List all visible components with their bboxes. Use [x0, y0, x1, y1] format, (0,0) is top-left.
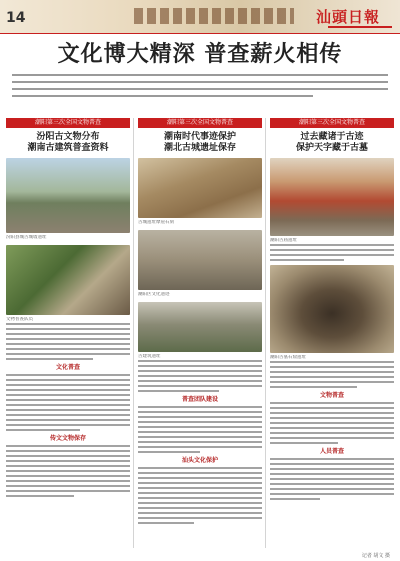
article-title: 文化博大精深 普查薪火相传: [57, 41, 343, 67]
photo-credit: 记者 胡文 摄: [361, 553, 390, 559]
section-bar: 潮阳第三次全国文物普查: [6, 118, 130, 128]
photo-caption: 潮阳区文化遗迹: [138, 292, 170, 297]
column-headline: 汾阳古文物分布 潮南古建筑普查资料: [27, 132, 109, 153]
subheading: 普查团队建设: [181, 396, 218, 403]
body-text: [270, 361, 394, 388]
column-divider: [133, 118, 134, 548]
column-3: [270, 118, 394, 503]
photo-caption: 古城遗址摩崖石刻: [138, 220, 174, 225]
photo-caption: 古建筑遗址: [138, 354, 161, 359]
brand-underline: [328, 26, 392, 28]
column-1: [6, 118, 130, 500]
column-headline: 潮南时代事迹保护 潮北古城遗址保存: [163, 132, 236, 153]
body-text: [6, 374, 130, 431]
body-text: [270, 458, 394, 500]
subheading: 人员普查: [319, 448, 344, 455]
photo-survey-team: [6, 245, 130, 315]
subheading: 传文文物保存: [49, 435, 86, 442]
body-text: [6, 445, 130, 497]
newspaper-brand: 汕頭日報: [315, 8, 380, 26]
subheading: 文化普查: [55, 364, 80, 371]
photo-caption: 潮阳古墓石窟遗址: [270, 355, 306, 360]
header-rule: [0, 33, 400, 34]
lead-paragraph: [12, 74, 388, 106]
photo-cliff-carvings: [138, 158, 262, 218]
column-divider: [265, 118, 266, 548]
photo-temple: [270, 158, 394, 236]
photo-stone-relics: [138, 230, 262, 290]
header-watermark-text: [134, 8, 294, 24]
photo-caption: 汾阳县城古城墙遗址: [6, 235, 47, 240]
subheading: 文物普查: [319, 392, 344, 399]
photo-cave-grotto: [270, 265, 394, 353]
photo-caption: 文物普查队员: [6, 317, 33, 322]
column-headline: 过去藏诸于古迹 保护天字藏于古墓: [295, 132, 368, 153]
photo-city-wall: [6, 158, 130, 233]
body-text: [6, 323, 130, 360]
column-2: [138, 118, 262, 527]
photo-ancient-site: [138, 302, 262, 352]
body-text: [270, 402, 394, 444]
photo-caption: 潮阳古庙遗址: [270, 238, 297, 243]
body-text: [138, 360, 262, 392]
subheading: 汕头文化保护: [181, 457, 218, 464]
body-text: [138, 406, 262, 453]
page-header: [0, 0, 400, 33]
body-text: [138, 467, 262, 524]
page-number: 14: [6, 10, 26, 26]
section-bar: 潮阳第三次全国文物普查: [270, 118, 394, 128]
body-text: [270, 244, 394, 261]
section-bar: 潮阳第三次全国文物普查: [138, 118, 262, 128]
